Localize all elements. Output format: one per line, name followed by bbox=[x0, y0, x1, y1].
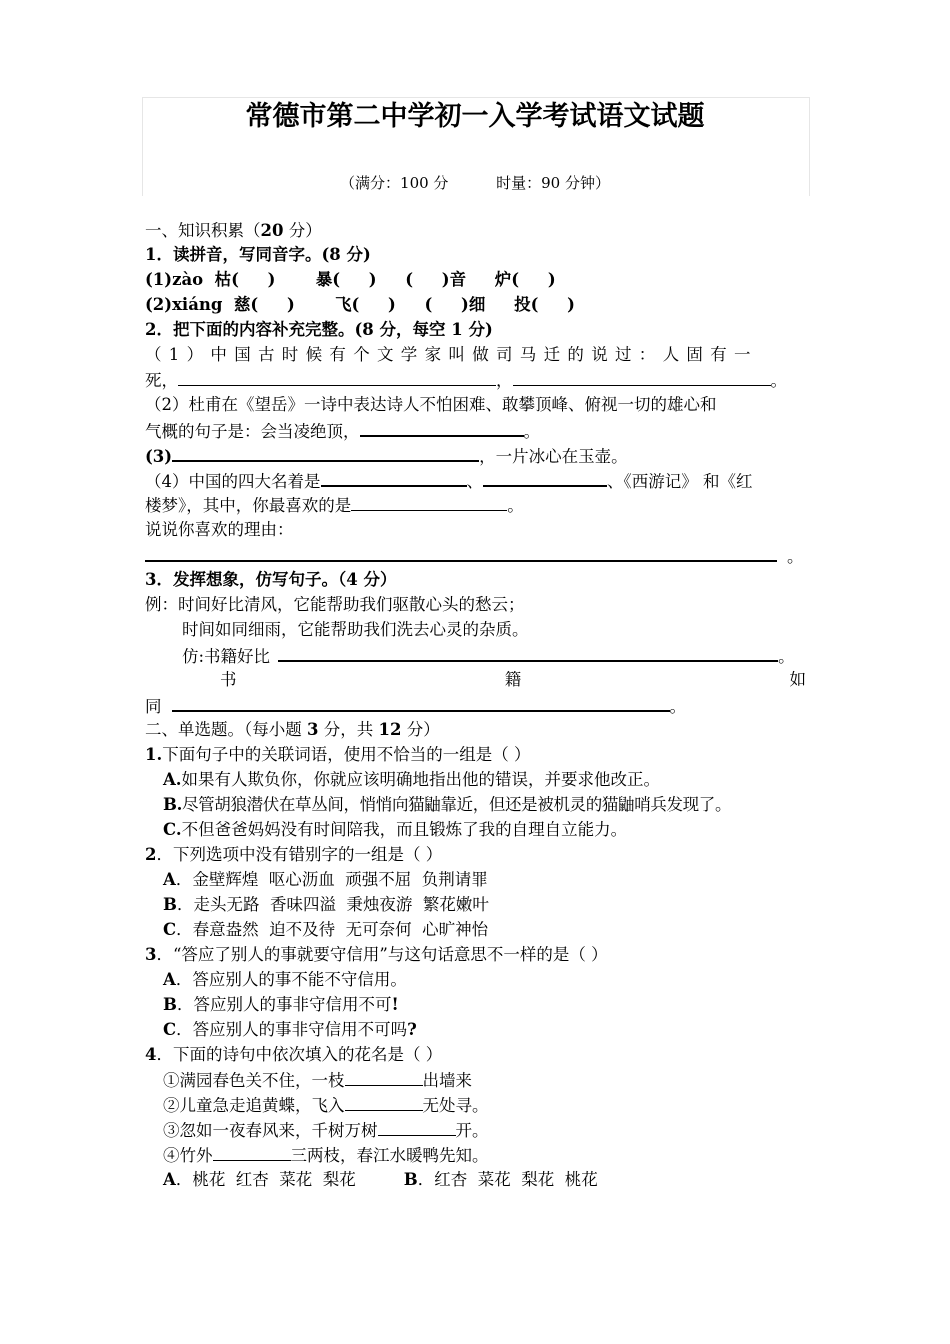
mc4-options: A．桃花 红杏 菜花 梨花 B．红杏 菜花 梨花 桃花 bbox=[163, 1170, 598, 1189]
q1-row2: (2)xiáng 慈( ) 飞( ) ( )细 投( ) bbox=[145, 295, 575, 314]
q1-prompt: 1．读拼音，写同音字。(8 分) bbox=[145, 245, 371, 264]
mc2-stem: 2．下列选项中没有错别字的一组是（ ） bbox=[145, 845, 443, 864]
blank bbox=[178, 369, 496, 386]
blank bbox=[172, 444, 479, 462]
mc2-option-c: C．春意盎然 迫不及待 无可奈何 心旷神怡 bbox=[163, 920, 489, 939]
q1-row1: (1)zào 枯( ) 暴( ) ( )音 炉( ) bbox=[145, 270, 556, 289]
q3-imitate3: 同 。 bbox=[145, 694, 686, 718]
q3-example2: 时间如同细雨，它能帮助我们洗去心灵的杂质。 bbox=[182, 620, 529, 639]
mc1-option-b: B.尽管胡狼潜伏在草丛间，悄悄向猫鼬靠近，但还是被机灵的猫鼬哨兵发现了。 bbox=[163, 795, 732, 814]
mc3-option-c: C．答应别人的事非守信用不可吗? bbox=[163, 1020, 417, 1039]
q2-reason-label: 说说你喜欢的理由： bbox=[145, 520, 294, 539]
q2-s2-line2: 气概的句子是：会当凌绝顶， 。 bbox=[145, 419, 540, 443]
blank bbox=[483, 469, 607, 487]
part2-heading: 二、单选题。（每小题 3 分，共 12 分） bbox=[145, 720, 440, 739]
part1-heading: 一、知识积累（20 分） bbox=[145, 221, 322, 240]
blank bbox=[345, 1069, 423, 1086]
blank bbox=[360, 419, 524, 437]
exam-subtitle: （满分：100 分 时量：90 分钟） bbox=[340, 174, 610, 192]
q2-s1-line2: 死， ， 。 bbox=[145, 371, 787, 390]
mc4-stem: 4．下面的诗句中依次填入的花名是（ ） bbox=[145, 1045, 443, 1064]
q3-example1: 例：时间好比清风，它能帮助我们驱散心头的愁云； bbox=[145, 595, 525, 614]
mc4-poem-4: ④竹外 三两枝，春江水暖鸭先知。 bbox=[163, 1146, 489, 1165]
q3-imitate2: 书 籍 如 bbox=[220, 670, 806, 689]
q2-s2-line1: （2）杜甫在《望岳》一诗中表达诗人不怕困难、敢攀顶峰、俯视一切的雄心和 bbox=[145, 395, 717, 414]
blank bbox=[145, 544, 777, 562]
mc3-stem: 3．“答应了别人的事就要守信用”与这句话意思不一样的是（ ） bbox=[145, 945, 608, 964]
exam-title: 常德市第二中学初一入学考试语文试题 bbox=[245, 101, 705, 132]
q2-s1-line1: （1）中国古时候有个文学家叫做司马迁的说过：人固有一 bbox=[145, 345, 758, 364]
mc2-option-a: A．金壁辉煌 呕心沥血 顽强不屈 负荆请罪 bbox=[163, 870, 488, 889]
mc2-option-b: B．走头无路 香味四溢 秉烛夜游 繁花嫩叶 bbox=[163, 895, 489, 914]
blank bbox=[378, 1119, 456, 1136]
mc1-option-a: A.如果有人欺负你，你就应该明确地指出他的错误，并要求他改正。 bbox=[163, 770, 661, 789]
q2-prompt: 2．把下面的内容补充完整。(8 分，每空 1 分) bbox=[145, 320, 493, 339]
blank bbox=[345, 1094, 423, 1111]
blank bbox=[321, 469, 467, 487]
mc1-stem: 1.下面句子中的关联词语，使用不恰当的一组是（ ） bbox=[145, 745, 531, 764]
q2-reason-line: 。 bbox=[145, 544, 804, 568]
mc1-option-c: C.不但爸爸妈妈没有时间陪我，而且锻炼了我的自理自立能力。 bbox=[163, 820, 628, 839]
blank bbox=[172, 694, 670, 712]
mc3-option-a: A．答应别人的事不能不守信用。 bbox=[163, 970, 407, 989]
q3-prompt: 3．发挥想象，仿写句子。（4 分） bbox=[145, 570, 397, 589]
q2-s4-line2: 楼梦》，其中，你最喜欢的是 。 bbox=[145, 496, 524, 515]
q3-imitate1: 仿:书籍好比 。 bbox=[182, 644, 795, 668]
q2-s4-line1: （4）中国的四大名着是 、 、《西游记》 和《红 bbox=[145, 469, 753, 493]
blank bbox=[213, 1144, 291, 1161]
mc4-poem-2: ②儿童急走追黄蝶，飞入 无处寻。 bbox=[163, 1096, 489, 1115]
mc4-poem-3: ③忽如一夜春风来，千树万树 开。 bbox=[163, 1121, 489, 1140]
blank bbox=[513, 369, 771, 386]
q2-s3: (3) ，一片冰心在玉壶。 bbox=[145, 444, 628, 468]
blank bbox=[278, 644, 778, 662]
mc3-option-b: B．答应别人的事非守信用不可! bbox=[163, 995, 399, 1014]
blank bbox=[351, 494, 507, 511]
mc4-poem-1: ①满园春色关不住，一枝 出墙来 bbox=[163, 1071, 472, 1090]
